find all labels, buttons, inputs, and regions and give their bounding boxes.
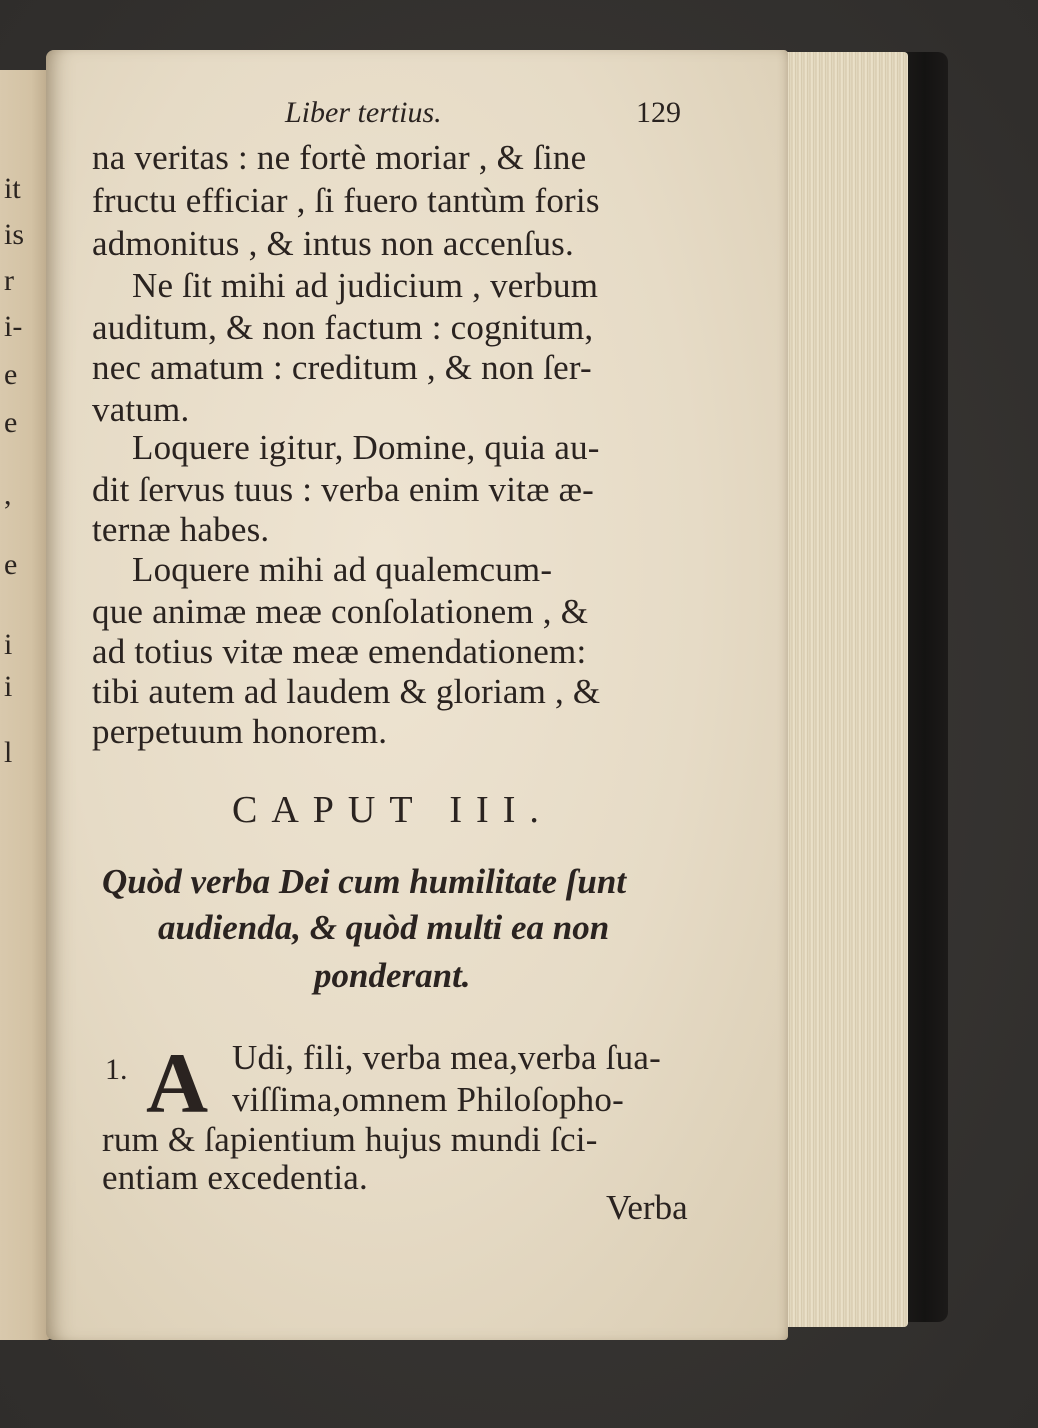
chapter-subtitle-line: audienda, & quòd multi ea non [158, 908, 610, 947]
left-page-fragment: e [4, 358, 18, 391]
page-edges [778, 52, 908, 1327]
left-page-fragment: it [4, 172, 21, 205]
page-number: 129 [636, 96, 681, 129]
text-line: Udi, fili, verba mea,verba ſua- [232, 1038, 661, 1077]
chapter-heading: CAPUT III. [232, 789, 553, 831]
left-page-fragment: i [4, 670, 13, 703]
left-page-fragment: e [4, 406, 18, 439]
text-line: Loquere igitur, Domine, quia au- [132, 428, 600, 467]
text-line: ad totius vitæ meæ emendationem: [92, 632, 587, 671]
text-line: rum & ſapientium hujus mundi ſci- [102, 1120, 598, 1159]
left-page-fragment: r [4, 264, 14, 297]
chapter-subtitle-line: Quòd verba Dei cum humilitate ſunt [102, 862, 627, 901]
catchword: Verba [606, 1188, 688, 1227]
left-page-fragment: i- [4, 310, 23, 343]
text-line: na veritas : ne fortè moriar , & ſine [92, 138, 587, 177]
left-page-fragment: , [4, 478, 12, 511]
section-number: 1. [105, 1053, 128, 1086]
text-line: perpetuum honorem. [92, 712, 388, 751]
text-line: nec amatum : creditum , & non ſer- [92, 348, 592, 387]
text-line: fructu efficiar , ſi fuero tantùm foris [92, 181, 600, 220]
text-line: Loquere mihi ad qualemcum- [132, 550, 553, 589]
text-line: ternæ habes. [92, 510, 270, 549]
left-page-fragment: i [4, 628, 13, 661]
drop-cap: A [146, 1035, 209, 1131]
text-line: Ne ſit mihi ad judicium , verbum [132, 266, 599, 305]
chapter-subtitle-line: ponderant. [314, 956, 471, 995]
running-head: Liber tertius. [285, 96, 442, 129]
text-line: que animæ meæ conſolationem , & [92, 592, 589, 631]
text-line: tibi autem ad laudem & gloriam , & [92, 672, 601, 711]
text-line: dit ſervus tuus : verba enim vitæ æ- [92, 470, 595, 509]
text-line: entiam excedentia. [102, 1158, 368, 1197]
left-page-fragment: l [4, 736, 13, 769]
left-facing-page [0, 70, 52, 1340]
text-line: vatum. [92, 390, 190, 429]
left-page-fragment: is [4, 218, 25, 251]
text-line: auditum, & non factum : cognitum, [92, 308, 594, 347]
text-line: admonitus , & intus non accenſus. [92, 224, 574, 263]
left-page-fragment: e [4, 548, 18, 581]
text-line: viſſima,omnem Philoſopho- [232, 1080, 624, 1119]
